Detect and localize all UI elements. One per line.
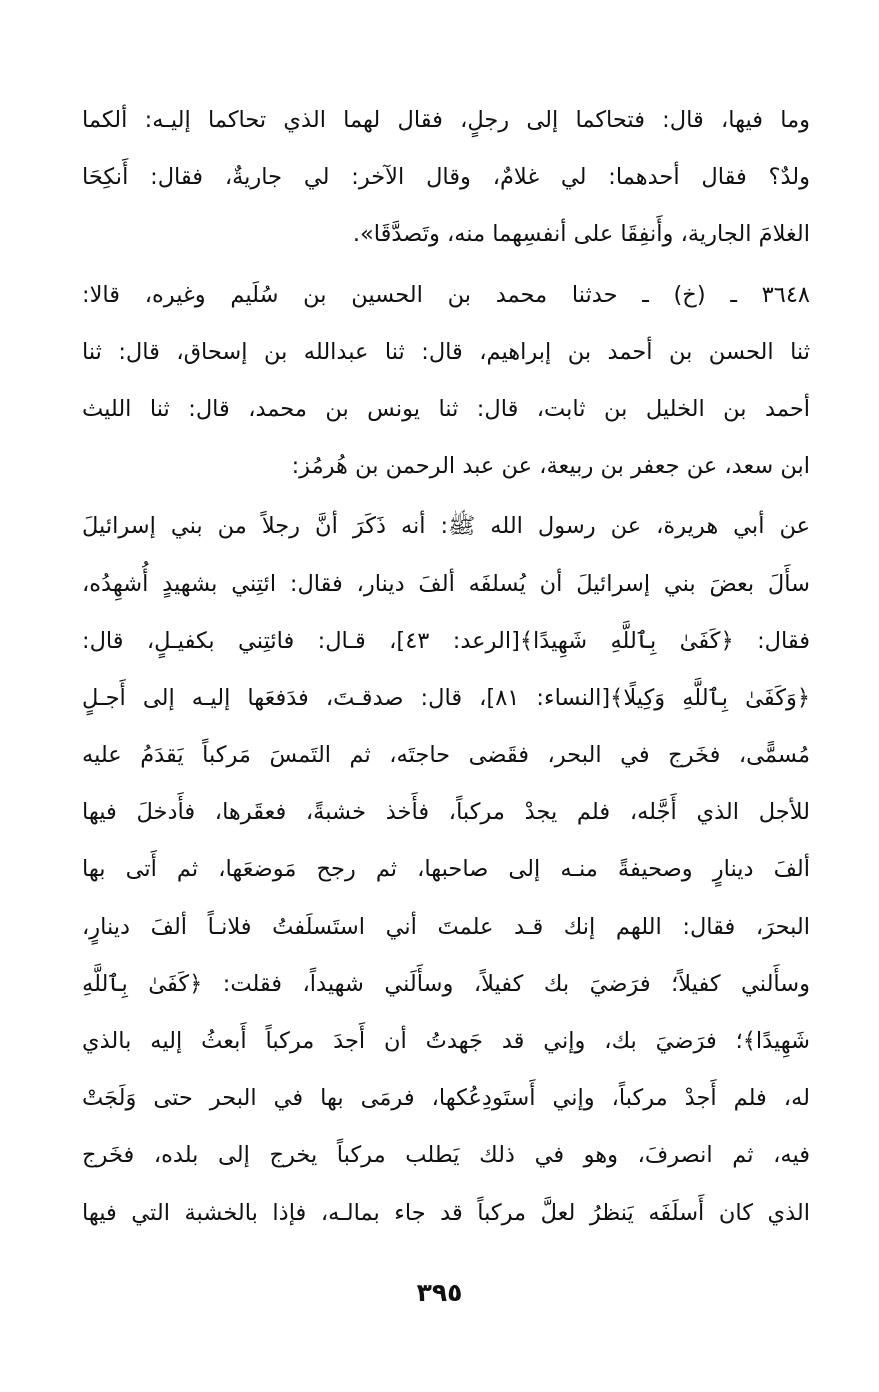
- hadith-number-line: ٣٦٤٨ ـ (خ) ـ حدثنا محمد بن الحسين بن سُلَيم وغيره، قالا:: [82, 281, 810, 308]
- text-line: وما فيها، قال: فتحاكما إلى رجلٍ، فقال لهما الذي تحاكما إليـه: ألكما: [82, 107, 810, 133]
- text-line: وسأَلني كفيلاً؛ فرَضيَ بك كفيلاً، وسأَلَني شهيداً، فقلت: ﴿كَفَىٰ بِٱللَّهِ: [82, 970, 810, 997]
- paragraph-hadith-3648-isnad: [82, 267, 810, 496]
- text-line: البحرَ، فقال: اللهم إنك قـد علمتَ أني استَسلَفتُ فلانـاً ألفَ دينارٍ،: [82, 913, 810, 940]
- text-line: فقال: ﴿كَفَىٰ بِٱللَّهِ شَهِيدًا﴾[الرعد: ٤٣]، قـال: فائتِني بكفيـلٍ، قال:: [82, 627, 810, 654]
- text-line: ابن سعد، عن جعفر بن ربيعة، عن عبد الرحمن بن هُرمُز:: [291, 453, 810, 480]
- text-line: فيه، ثم انصرفَ، وهو في ذلك يَطلب مركباً يخرج إلى بلده، فخَرج: [82, 1142, 810, 1169]
- page-number: ٣٩٥: [416, 1278, 463, 1307]
- text-line: ثنا الحسن بن أحمد بن إبراهيم، قال: ثنا عبدالله بن إسحاق، قال: ثنا: [82, 338, 810, 365]
- paragraph-prev-hadith-end: [82, 92, 810, 264]
- text-line: الذي كان أَسلَفَه يَنظرُ لعلَّ مركباً قد جاء بمالـه، فإذا بالخشبة التي فيها: [82, 1199, 810, 1226]
- text-line: ولدٌ؟ فقال أحدهما: لي غلامٌ، وقال الآخر: لي جاريةٌ، فقال: أَنكِحَا: [82, 164, 810, 191]
- text-line: عن أبي هريرة، عن رسول الله ﷺ: أنه ذَكَرَ أنَّ رجلاً من بني إسرائيلَ: [82, 513, 810, 540]
- text-line: شَهِيدًا﴾؛ فرَضيَ بك، وإني قد جَهدتُ أن أَجدَ مركباً أَبعثُ إليه بالذي: [82, 1028, 810, 1054]
- paragraph-hadith-3648-matn: [82, 498, 810, 1241]
- text-line: سأَلَ بعضَ بني إسرائيلَ أن يُسلفَه ألفَ دينار، فقال: ائتِني بشهيدٍ أُشهِدُه،: [82, 570, 810, 597]
- text-line: له، فلم أَجدْ مركباً، وإني أَستَودِعُكها، فرمَى بها في البحر حتى وَلَجَتْ: [82, 1085, 810, 1112]
- text-line: ألفَ دينارٍ وصحيفةً منـه إلى صاحبها، ثم رجح مَوضعَها، ثم أَتى بها: [82, 856, 810, 883]
- text-line: ﴿وَكَفَىٰ بِٱللَّهِ وَكِيلًا﴾[النساء: ٨١]، قال: صدقـتَ، فدَفعَها إليـه إلى أَجـلٍ: [82, 684, 810, 711]
- page-text: [82, 92, 810, 1242]
- text-line: مُسمًّى، فخَرج في البحر، فقَضى حاجتَه، ثم التَمسَ مَركباً يَقدَمُ عليه: [82, 742, 810, 769]
- text-line: للأجل الذي أَجَّله، فلم يجدْ مركباً، فأَخذ خشبةً، فعقَرها، فأَدخلَ فيها: [82, 799, 810, 826]
- text-line: الغلامَ الجارية، وأَنفِقَا على أنفسِهما منه، وتَصدَّقَا».: [352, 221, 810, 248]
- text-line: أحمد بن الخليل بن ثابت، قال: ثنا يونس بن محمد، قال: ثنا الليث: [82, 395, 810, 422]
